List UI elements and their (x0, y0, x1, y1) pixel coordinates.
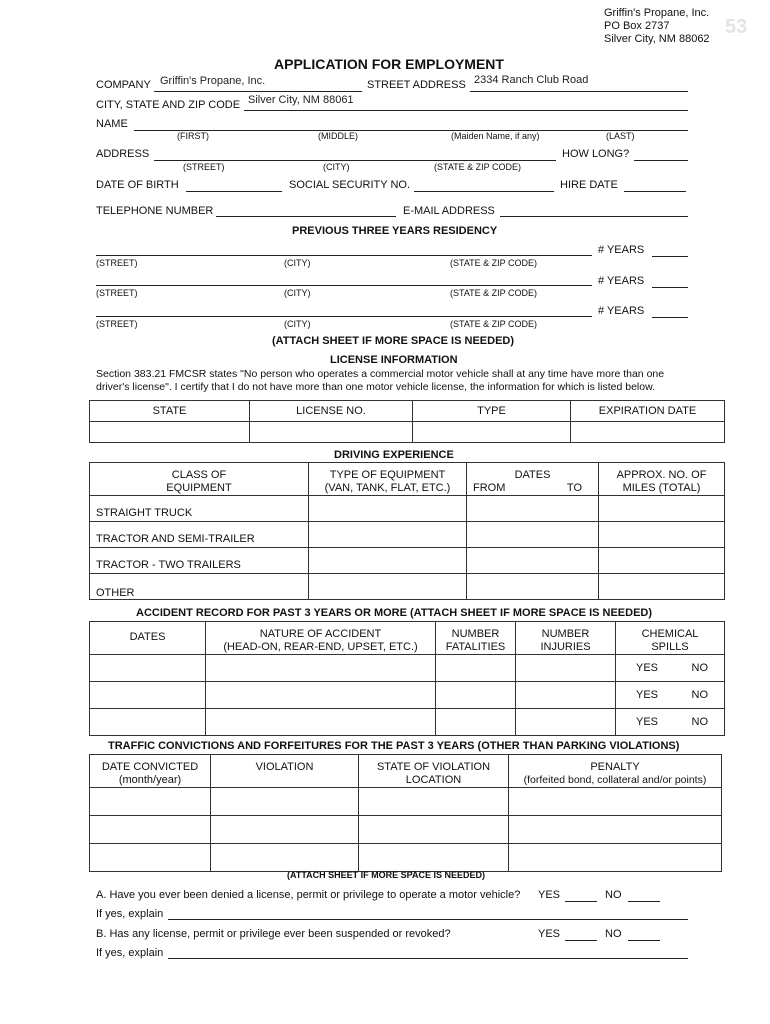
traffic-heading: TRAFFIC CONVICTIONS AND FORFEITURES FOR THE PAST 3 YEARS (OTHER THAN PARKING VIOLATIONS) (108, 740, 680, 752)
driving-type-cell[interactable] (309, 548, 467, 574)
letterhead-company: Griffin's Propane, Inc. (604, 7, 710, 19)
driving-col-dates-title: DATES (514, 469, 551, 481)
accident-fatalities-cell[interactable] (436, 682, 516, 709)
license-expiration-cell[interactable] (571, 422, 725, 443)
accident-fatalities-cell[interactable] (436, 709, 516, 736)
accident-date-cell[interactable] (90, 709, 206, 736)
residency-1-years-label: # YEARS (598, 244, 645, 256)
accident-col-nature-2: (HEAD-ON, REAR-END, UPSET, ETC.) (223, 641, 418, 653)
traffic-date-cell[interactable] (90, 844, 211, 872)
driving-row-label: TRACTOR - TWO TRAILERS (90, 548, 309, 574)
accident-col-fatalities-1: NUMBER (451, 628, 500, 640)
accident-col-spills-1: CHEMICAL (641, 628, 699, 640)
name-label: NAME (96, 118, 128, 130)
driving-table (89, 462, 725, 600)
driving-dates-cell[interactable] (467, 574, 599, 600)
residency-2-city: (CITY) (284, 288, 311, 298)
traffic-col-penalty-2: (forfeited bond, collateral and/or points) (523, 774, 707, 786)
traffic-attach-note: (ATTACH SHEET IF MORE SPACE IS NEEDED) (287, 870, 486, 880)
question-a: A. Have you ever been denied a license, permit or privilege to operate a motor vehicle? (96, 889, 521, 901)
accident-injuries-cell[interactable] (516, 655, 616, 682)
spills-no-option[interactable]: NO (691, 689, 708, 701)
accident-col-spills-2: SPILLS (651, 641, 689, 653)
company-field[interactable] (154, 91, 362, 92)
address-label: ADDRESS (96, 148, 150, 160)
accident-col-injuries (516, 622, 616, 655)
residency-1-field[interactable] (96, 255, 592, 256)
traffic-col-date-2: (month/year) (118, 774, 182, 786)
question-a-no-field[interactable] (628, 901, 660, 902)
accident-col-nature (206, 622, 436, 655)
driving-row-label: TRACTOR AND SEMI-TRAILER (90, 522, 309, 548)
driving-col-dates (467, 463, 599, 496)
accident-nature-cell[interactable] (206, 655, 436, 682)
traffic-violation-cell[interactable] (211, 844, 359, 872)
traffic-col-date (90, 755, 211, 788)
traffic-penalty-cell[interactable] (509, 844, 722, 872)
driving-dates-cell[interactable] (467, 522, 599, 548)
driving-col-type (309, 463, 467, 496)
driving-miles-cell[interactable] (599, 522, 725, 548)
driving-miles-cell[interactable] (599, 496, 725, 522)
traffic-table (89, 754, 722, 872)
license-statement-1: Section 383.21 FMCSR states "No person who operates a commercial motor vehicle shall at any time have more than one (96, 368, 665, 380)
license-state-cell[interactable] (90, 422, 250, 443)
driving-miles-cell[interactable] (599, 548, 725, 574)
traffic-violation-cell[interactable] (211, 788, 359, 816)
driving-heading: DRIVING EXPERIENCE (334, 449, 454, 461)
question-a-no-label: NO (605, 889, 622, 901)
traffic-state-cell[interactable] (359, 788, 509, 816)
traffic-penalty-cell[interactable] (509, 788, 722, 816)
residency-3-state: (STATE & ZIP CODE) (450, 319, 538, 329)
spills-no-option[interactable]: NO (691, 662, 708, 674)
email-field[interactable] (500, 216, 688, 217)
traffic-col-date-1: DATE CONVICTED (101, 761, 199, 773)
residency-2-street: (STREET) (96, 288, 138, 298)
accident-col-nature-1: NATURE OF ACCIDENT (259, 628, 382, 640)
name-last-caption: (LAST) (606, 131, 635, 141)
company-label: COMPANY (96, 79, 151, 91)
driving-col-class (90, 463, 309, 496)
traffic-col-state-2: LOCATION (405, 774, 462, 786)
accident-col-injuries-1: NUMBER (541, 628, 590, 640)
license-col-number: LICENSE NO. (250, 401, 413, 422)
residency-2-years-field[interactable] (652, 287, 688, 288)
accident-spills-cell (616, 709, 725, 736)
accident-heading: ACCIDENT RECORD FOR PAST 3 YEARS OR MORE (ATTACH SHEET IF MORE SPACE IS NEEDED) (136, 607, 653, 619)
accident-date-cell[interactable] (90, 655, 206, 682)
address-city-caption: (CITY) (323, 162, 350, 172)
license-type-cell[interactable] (413, 422, 571, 443)
accident-col-dates: DATES (90, 622, 206, 655)
traffic-penalty-cell[interactable] (509, 816, 722, 844)
accident-date-cell[interactable] (90, 682, 206, 709)
accident-injuries-cell[interactable] (516, 709, 616, 736)
traffic-col-penalty-1: PENALTY (590, 761, 640, 773)
residency-3-field[interactable] (96, 316, 592, 317)
traffic-col-penalty (509, 755, 722, 788)
question-b-yes-field[interactable] (565, 940, 597, 941)
telephone-field[interactable] (216, 216, 396, 217)
driving-row-label: STRAIGHT TRUCK (90, 496, 309, 522)
residency-2-state: (STATE & ZIP CODE) (450, 288, 538, 298)
accident-nature-cell[interactable] (206, 709, 436, 736)
residency-2-years-label: # YEARS (598, 275, 645, 287)
license-number-cell[interactable] (250, 422, 413, 443)
how-long-field[interactable] (634, 160, 688, 161)
driving-col-class-1: CLASS OF (171, 469, 227, 481)
driving-col-type-1: TYPE OF EQUIPMENT (329, 469, 446, 481)
residency-1-city: (CITY) (284, 258, 311, 268)
name-middle-caption: (MIDDLE) (318, 131, 358, 141)
name-first-caption: (FIRST) (177, 131, 209, 141)
address-state-caption: (STATE & ZIP CODE) (434, 162, 522, 172)
spills-yes-option[interactable]: YES (636, 662, 659, 674)
accident-spills-cell (616, 682, 725, 709)
accident-injuries-cell[interactable] (516, 682, 616, 709)
traffic-violation-cell[interactable] (211, 816, 359, 844)
letterhead-pobox: PO Box 2737 (604, 20, 670, 32)
residency-3-street: (STREET) (96, 319, 138, 329)
driving-col-to: TO (566, 482, 582, 494)
question-b-explain-label: If yes, explain (96, 947, 164, 959)
accident-spills-cell (616, 655, 725, 682)
question-a-yes-label: YES (538, 889, 561, 901)
license-statement-2: driver's license". I certify that I do not have more than one motor vehicle license, the information for which is listed below. (96, 381, 656, 393)
accident-col-spills (616, 622, 725, 655)
residency-1-street: (STREET) (96, 258, 138, 268)
driving-col-type-2: (VAN, TANK, FLAT, ETC.) (324, 482, 451, 494)
hire-date-field[interactable] (624, 191, 686, 192)
question-a-explain-field[interactable] (168, 919, 688, 920)
street-address-field[interactable] (470, 91, 688, 92)
company-value: Griffin's Propane, Inc. (160, 75, 266, 87)
license-heading: LICENSE INFORMATION (330, 354, 458, 366)
address-field[interactable] (154, 160, 556, 161)
hire-date-label: HIRE DATE (560, 179, 618, 191)
traffic-col-state (359, 755, 509, 788)
city-state-zip-label: CITY, STATE AND ZIP CODE (96, 99, 241, 111)
question-a-explain-label: If yes, explain (96, 908, 164, 920)
letterhead-city: Silver City, NM 88062 (604, 33, 710, 45)
driving-dates-cell[interactable] (467, 548, 599, 574)
accident-col-injuries-2: INJURIES (540, 641, 591, 653)
dob-field[interactable] (186, 191, 282, 192)
traffic-state-cell[interactable] (359, 816, 509, 844)
residency-3-years-field[interactable] (652, 317, 688, 318)
residency-1-state: (STATE & ZIP CODE) (450, 258, 538, 268)
street-address-label: STREET ADDRESS (367, 79, 466, 91)
accident-col-fatalities-2: FATALITIES (445, 641, 506, 653)
traffic-col-state-1: STATE OF VIOLATION (376, 761, 491, 773)
driving-type-cell[interactable] (309, 522, 467, 548)
city-state-zip-field[interactable] (244, 110, 688, 111)
question-b-explain-field[interactable] (168, 958, 688, 959)
page-title: APPLICATION FOR EMPLOYMENT (274, 56, 504, 72)
driving-dates-cell[interactable] (467, 496, 599, 522)
accident-nature-cell[interactable] (206, 682, 436, 709)
question-b-no-label: NO (605, 928, 622, 940)
driving-col-miles (599, 463, 725, 496)
name-field[interactable] (134, 130, 688, 131)
spills-no-option[interactable]: NO (691, 716, 708, 728)
email-label: E-MAIL ADDRESS (403, 205, 495, 217)
residency-3-years-label: # YEARS (598, 305, 645, 317)
driving-type-cell[interactable] (309, 574, 467, 600)
question-b-no-field[interactable] (628, 940, 660, 941)
question-b: B. Has any license, permit or privilege ever been suspended or revoked? (96, 928, 451, 940)
address-street-caption: (STREET) (183, 162, 225, 172)
residency-attach-note: (ATTACH SHEET IF MORE SPACE IS NEEDED) (272, 335, 515, 347)
driving-miles-cell[interactable] (599, 574, 725, 600)
residency-1-years-field[interactable] (652, 256, 688, 257)
page-number: 53 (725, 16, 748, 38)
license-table (89, 400, 725, 443)
spills-yes-option[interactable]: YES (636, 689, 659, 701)
residency-2-field[interactable] (96, 285, 592, 286)
spills-yes-option[interactable]: YES (636, 716, 659, 728)
street-address-value: 2334 Ranch Club Road (474, 74, 589, 86)
name-maiden-caption: (Maiden Name, if any) (451, 131, 540, 141)
license-col-type: TYPE (413, 401, 571, 422)
license-col-state: STATE (90, 401, 250, 422)
driving-col-class-2: EQUIPMENT (166, 482, 232, 494)
city-state-zip-value: Silver City, NM 88061 (248, 94, 354, 106)
driving-row-label: OTHER (90, 574, 309, 600)
ssn-field[interactable] (414, 191, 554, 192)
driving-col-from: FROM (473, 482, 506, 494)
dob-label: DATE OF BIRTH (96, 179, 179, 191)
driving-col-miles-1: APPROX. NO. OF (616, 469, 707, 481)
residency-heading: PREVIOUS THREE YEARS RESIDENCY (292, 225, 498, 237)
traffic-date-cell[interactable] (90, 816, 211, 844)
license-col-expiration: EXPIRATION DATE (571, 401, 725, 422)
question-a-yes-field[interactable] (565, 901, 597, 902)
accident-fatalities-cell[interactable] (436, 655, 516, 682)
ssn-label: SOCIAL SECURITY NO. (289, 179, 411, 191)
accident-table (89, 621, 725, 736)
traffic-date-cell[interactable] (90, 788, 211, 816)
traffic-col-violation: VIOLATION (211, 755, 359, 788)
how-long-label: HOW LONG? (562, 148, 630, 160)
question-b-yes-label: YES (538, 928, 561, 940)
telephone-label: TELEPHONE NUMBER (96, 205, 214, 217)
accident-col-fatalities (436, 622, 516, 655)
residency-3-city: (CITY) (284, 319, 311, 329)
driving-type-cell[interactable] (309, 496, 467, 522)
traffic-state-cell[interactable] (359, 844, 509, 872)
driving-col-miles-2: MILES (TOTAL) (622, 482, 701, 494)
